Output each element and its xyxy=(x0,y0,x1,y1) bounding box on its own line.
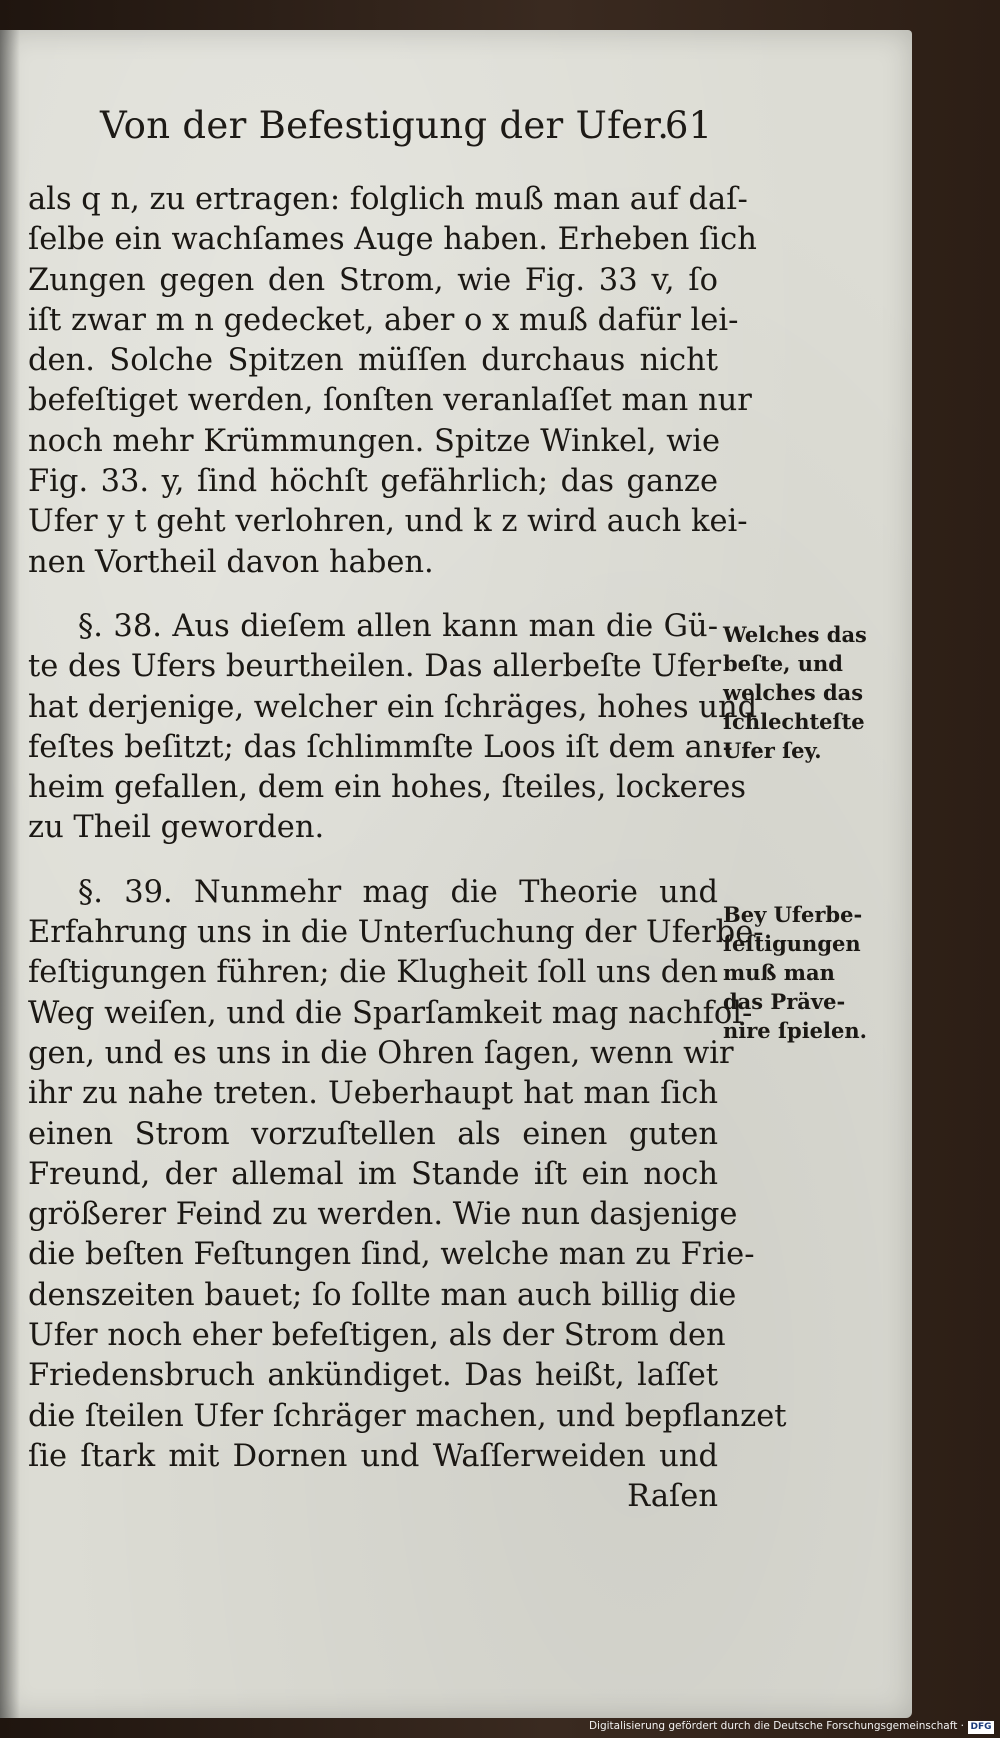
text-line: Ufer y t geht verlohren, und k z wird auch kei- xyxy=(28,504,748,540)
paragraph-gap xyxy=(28,583,718,607)
margin-note-line: muß man xyxy=(723,960,835,985)
text-line: heim gefallen, dem ein hohes, ſteiles, lockeres xyxy=(28,770,746,806)
margin-note-line: ſchlechteſte xyxy=(723,709,865,734)
text-line: befeſtiget werden, ſonſten veranlaſſet man nur xyxy=(28,383,752,419)
text-line: Friedensbruch ankündiget. Das heißt, laſſet xyxy=(28,1358,718,1394)
text-line: den. Solche Spitzen müſſen durchaus nicht xyxy=(28,343,718,379)
page-gutter-shadow xyxy=(0,30,20,1718)
funding-credit: Digitalisierung gefördert durch die Deutsche Forschungsgemeinschaft · xyxy=(588,1720,964,1732)
margin-note-line: Bey Uferbe- xyxy=(723,902,863,927)
paragraph-gap xyxy=(28,849,718,873)
margin-note-line: welches das xyxy=(723,680,864,705)
text-line: Weg weiſen, und die Sparſamkeit mag nachfol- xyxy=(28,995,753,1031)
paragraph-continuation xyxy=(28,180,757,583)
text-line: zu Theil geworden. xyxy=(28,810,325,846)
text-line: te des Ufers beurtheilen. Das allerbeſte Ufer xyxy=(28,649,722,685)
text-line: ihr zu nahe treten. Ueberhaupt hat man ſich xyxy=(28,1076,718,1112)
margin-note-line: nire ſpielen. xyxy=(723,1018,867,1043)
text-line: ſelbe ein wachſames Auge haben. Erheben ſich xyxy=(28,222,757,258)
text-line: hat derjenige, welcher ein ſchräges, hohes und xyxy=(28,689,758,725)
running-head: Von der Befestigung der Ufer. xyxy=(100,104,670,147)
text-line: Fig. 33. y, ſind höchſt gefährlich; das ganze xyxy=(28,464,718,500)
paragraph-38 xyxy=(28,607,758,849)
text-line: Zungen gegen den Strom, wie Fig. 33 v, ſo xyxy=(28,262,718,298)
digitization-footer xyxy=(0,1718,1000,1738)
page-header xyxy=(100,104,712,154)
text-line: Erfahrung uns in die Unterſuchung der Uferbe- xyxy=(28,915,764,951)
text-line: ſie ſtark mit Dornen und Waſſerweiden und xyxy=(28,1438,718,1474)
text-line: iſt zwar m n gedecket, aber o x muß dafür lei- xyxy=(28,302,739,338)
margin-note-line: feſtigungen xyxy=(723,931,861,956)
text-line: die beſten Feſtungen ſind, welche man zu Frie- xyxy=(28,1237,755,1273)
margin-note-line: das Präve- xyxy=(723,989,846,1014)
margin-note-39 xyxy=(723,900,883,1045)
text-line: feſtigungen führen; die Klugheit ſoll uns den xyxy=(28,955,719,991)
text-line: größerer Feind zu werden. Wie nun dasjenige xyxy=(28,1197,738,1233)
dfg-logo: DFG xyxy=(968,1721,994,1734)
text-line: §. 38. Aus dieſem allen kann man die Gü- xyxy=(78,608,718,644)
margin-note-line: Ufer ſey. xyxy=(723,738,822,763)
text-line: einen Strom vorzuſtellen als einen guten xyxy=(28,1116,718,1152)
margin-note-line: Welches das xyxy=(723,622,867,647)
text-line: nen Vortheil davon haben. xyxy=(28,544,434,580)
text-line: als q n, zu ertragen: folglich muß man auf daſ- xyxy=(28,182,748,217)
margin-note-line: beſte, und xyxy=(723,651,843,676)
margin-note-38 xyxy=(723,620,883,765)
text-line: Ufer noch eher befeſtigen, als der Strom den xyxy=(28,1318,726,1354)
text-line: noch mehr Krümmungen. Spitze Winkel, wie xyxy=(28,423,721,459)
text-line: feſtes beſitzt; das ſchlimmſte Loos iſt dem an- xyxy=(28,729,733,765)
text-line: die ſteilen Ufer ſchräger machen, und bepflanzet xyxy=(28,1398,787,1434)
text-line: Freund, der allemal im Stande iſt ein noch xyxy=(28,1156,718,1192)
text-line: denszeiten bauet; ſo ſollte man auch billig die xyxy=(28,1277,737,1313)
page-number: 61 xyxy=(664,104,712,147)
text-line: gen, und es uns in die Ohren ſagen, wenn wir xyxy=(28,1035,734,1071)
text-line: §. 39. Nunmehr mag die Theorie und xyxy=(78,874,718,910)
catchword: Raſen xyxy=(627,1479,718,1515)
